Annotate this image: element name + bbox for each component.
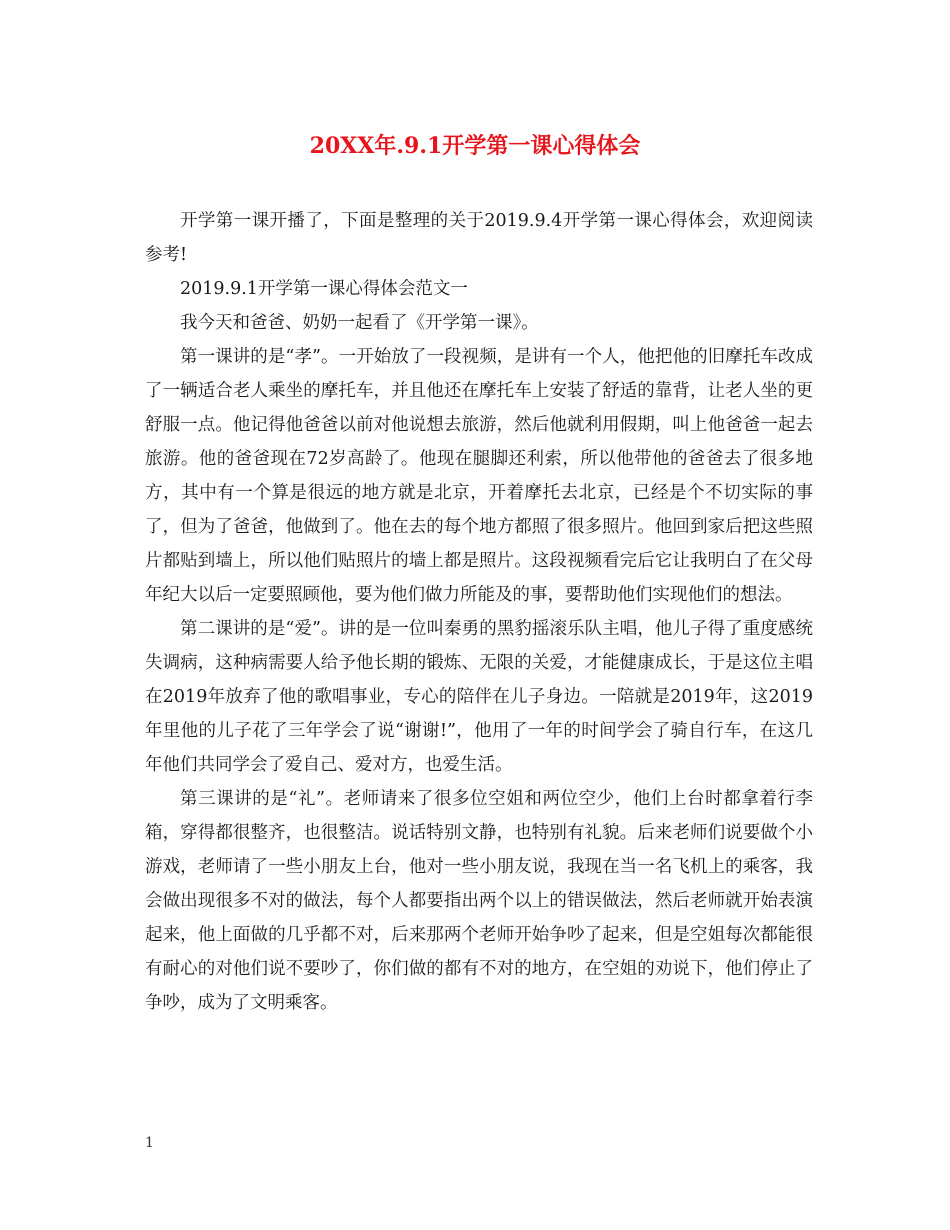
body-paragraph: 第三课讲的是“礼”。老师请来了很多位空姐和两位空少，他们上台时都拿着行李箱，穿得都很整齐，也很整洁。说话特别文静，也特别有礼貌。后来老师们说要做个小游戏，老师请了一些小朋友上台，他对一些小朋友说，我现在当一名飞机上的乘客，我会做出现很多不对的做法，每个人都要指出两个以上的错误做法，然后老师就开始表演起来，他上面做的几乎都不对，后来那两个老师开始争吵了起来，但是空姐每次都能很有耐心的对他们说不要吵了，你们做的都有不对的地方，在空姐的劝说下，他们停止了争吵，成为了文明乘客。	[145, 789, 813, 1013]
body-paragraph: 第二课讲的是“爱”。讲的是一位叫秦勇的黑豹摇滚乐队主唱，他儿子得了重度感统失调病，这种病需要人给予他长期的锻炼、无限的关爱，才能健康成长，于是这位主唱在2019年放弃了他的歌唱事业，专心的陪伴在儿子身边。一陪就是2019年，这2019年里他的儿子花了三年学会了说“谢谢!”，他用了一年的时间学会了骑自行车，在这几年他们共同学会了爱自己、爱对方，也爱生活。	[145, 619, 813, 775]
page-title: 20XX年.9.1开学第一课心得体会	[309, 133, 641, 159]
section-heading: 2019.9.1开学第一课心得体会范文一	[180, 279, 468, 299]
document-body	[145, 204, 813, 1020]
body-paragraph: 第一课讲的是“孝”。一开始放了一段视频，是讲有一个人，他把他的旧摩托车改成了一辆适合老人乘坐的摩托车，并且他还在摩托车上安装了舒适的靠背，让老人坐的更舒服一点。他记得他爸爸以前对他说想去旅游，然后他就利用假期，叫上他爸爸一起去旅游。他的爸爸现在72岁高龄了。他现在腿脚还利索，所以他带他的爸爸去了很多地方，其中有一个算是很远的地方就是北京，开着摩托去北京，已经是个不切实际的事了，但为了爸爸，他做到了。他在去的每个地方都照了很多照片。他回到家后把这些照片都贴到墙上，所以他们贴照片的墙上都是照片。这段视频看完后它让我明白了在父母年纪大以后一定要照顾他，要为他们做力所能及的事，要帮助他们实现他们的想法。	[145, 347, 813, 605]
body-paragraph: 我今天和爸爸、奶奶一起看了《开学第一课》。	[180, 313, 539, 333]
page-number: 1	[145, 1135, 154, 1151]
intro-paragraph: 开学第一课开播了，下面是整理的关于2019.9.4开学第一课心得体会，欢迎阅读参考!	[145, 211, 813, 265]
